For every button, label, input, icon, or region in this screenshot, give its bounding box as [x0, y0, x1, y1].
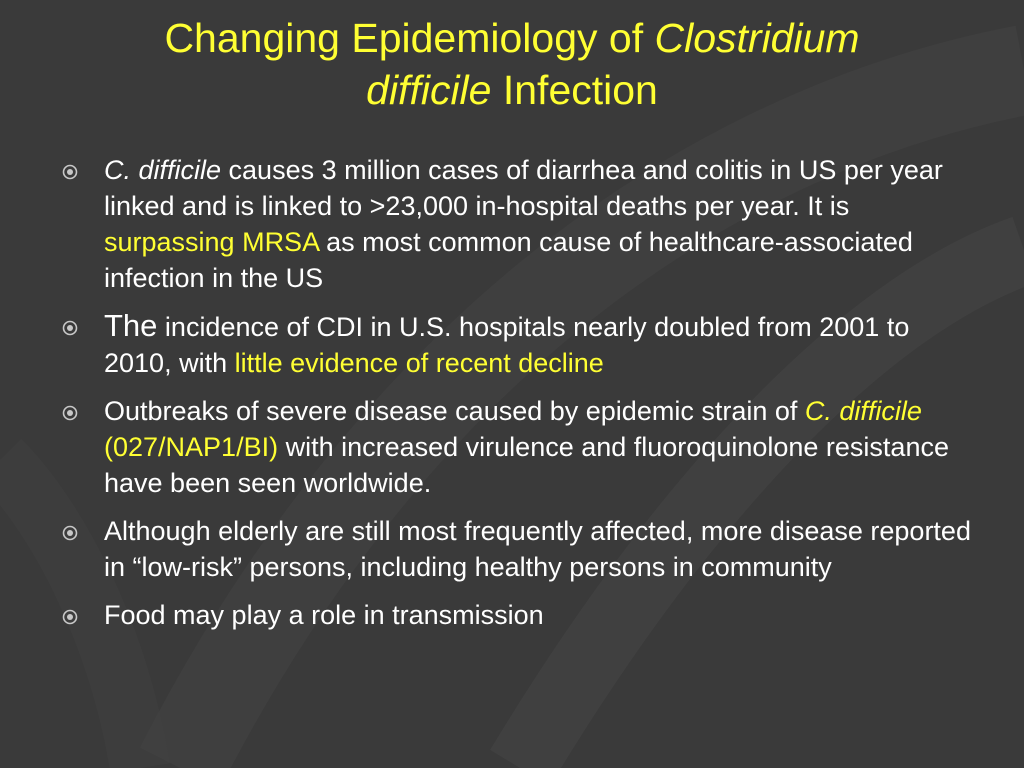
- bullet-text: as most common cause of healthcare-associated infection in the US: [104, 227, 913, 293]
- bullet-text: Outbreaks of severe disease caused by epidemic strain of: [104, 396, 805, 426]
- bullet-lead: The: [104, 308, 158, 343]
- circled-dot-bullet-icon: [62, 525, 78, 541]
- circled-dot-bullet-icon: [62, 320, 78, 336]
- bullet-highlight: little evidence of recent decline: [234, 348, 604, 378]
- bullet-item: [58, 393, 978, 501]
- bullet-highlight-italic: C. difficile: [804, 396, 922, 426]
- bullet-highlight: surpassing MRSA: [104, 227, 319, 257]
- bullet-item: [58, 513, 978, 585]
- circled-dot-bullet-icon: [62, 609, 78, 625]
- bullet-text: Although elderly are still most frequently affected, more disease reported in “low-risk” persons, including healthy persons in community: [104, 516, 971, 582]
- bullet-text: with increased virulence and fluoroquinolone resistance have been seen worldwide.: [104, 432, 949, 498]
- circled-dot-bullet-icon: [62, 164, 78, 180]
- bullet-item: [58, 308, 978, 381]
- circled-dot-bullet-icon: [62, 405, 78, 421]
- bullet-item: [58, 597, 978, 633]
- bullet-highlight: (027/NAP1/BI): [104, 432, 279, 462]
- bullet-list: [58, 152, 978, 645]
- bullet-text: Food may play a role in transmission: [104, 600, 544, 630]
- slide-title: Changing Epidemiology of Clostridium difficile Infection: [164, 15, 860, 113]
- bullet-text: incidence of CDI in U.S. hospitals nearly doubled from 2001 to 2010, with: [104, 312, 910, 378]
- bullet-item: [58, 152, 978, 296]
- bullet-text: causes 3 million cases of diarrhea and colitis in US per year linked and is linked to >23,000 in-hospital deaths per year. It is: [104, 155, 943, 221]
- bullet-italic-lead: C. difficile: [104, 155, 222, 185]
